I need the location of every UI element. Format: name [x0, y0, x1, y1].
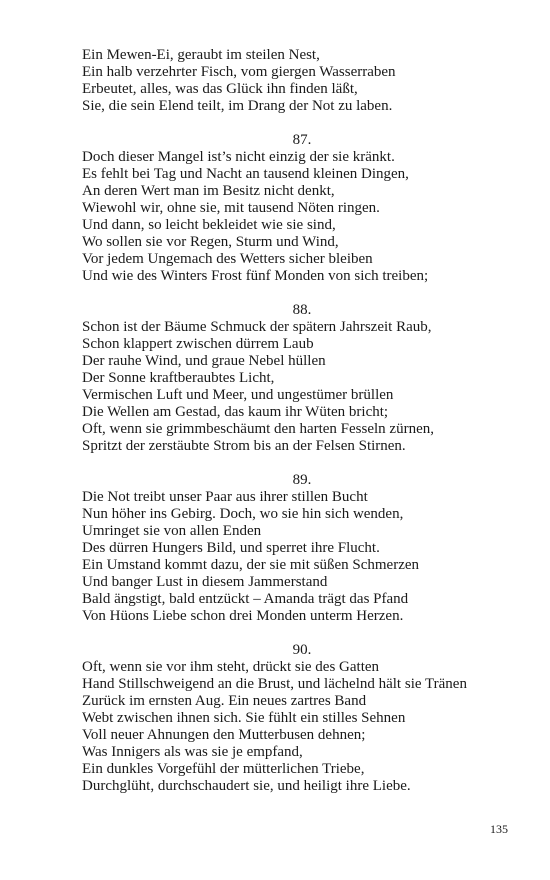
- verse-line: Zurück im ernsten Aug. Ein neues zartres Band: [82, 693, 367, 709]
- verse-line: Die Not treibt unser Paar aus ihrer stillen Bucht: [82, 489, 368, 505]
- stanza-number: 87.: [292, 132, 312, 148]
- stanza-88: [82, 302, 522, 455]
- verse-line: Ein dunkles Vorgefühl der mütterlichen Triebe,: [82, 761, 365, 777]
- verse-line: Erbeutet, alles, was das Glück ihn finden läßt,: [82, 81, 358, 97]
- stanza-86-continued: [82, 47, 522, 115]
- verse-line: Vor jedem Ungemach des Wetters sicher bleiben: [82, 251, 373, 267]
- verse-line: Vermischen Luft und Meer, und ungestümer brüllen: [82, 387, 394, 403]
- verse-line: Spritzt der zerstäubte Strom bis an der Felsen Stirnen.: [82, 438, 406, 454]
- verse-line: Und wie des Winters Frost fünf Monden von sich treiben;: [82, 268, 429, 284]
- verse-line: Die Wellen am Gestad, das kaum ihr Wüten bricht;: [82, 404, 389, 420]
- poem-text: [82, 47, 522, 795]
- verse-line: Oft, wenn sie vor ihm steht, drückt sie des Gatten: [82, 659, 380, 675]
- verse-line: Ein halb verzehrter Fisch, vom giergen Wasserraben: [82, 64, 396, 80]
- verse-line: Wo sollen sie vor Regen, Sturm und Wind,: [82, 234, 339, 250]
- verse-line: Oft, wenn sie grimmbeschäumt den harten Fesseln zürnen,: [82, 421, 434, 437]
- verse-line: Wiewohl wir, ohne sie, mit tausend Nöten ringen.: [82, 200, 380, 216]
- verse-line: Schon klappert zwischen dürrem Laub: [82, 336, 314, 352]
- verse-line: Von Hüons Liebe schon drei Monden unterm Herzen.: [82, 608, 404, 624]
- verse-line: An deren Wert man im Besitz nicht denkt,: [82, 183, 335, 199]
- verse-line: Umringet sie von allen Enden: [82, 523, 262, 539]
- verse-line: Was Innigers als was sie je empfand,: [82, 744, 303, 760]
- stanza-89: [82, 472, 522, 625]
- verse-line: Schon ist der Bäume Schmuck der spätern Jahrszeit Raub,: [82, 319, 432, 335]
- stanza-number: 88.: [292, 302, 312, 318]
- verse-line: Der Sonne kraftberaubtes Licht,: [82, 370, 275, 386]
- verse-line: Durchglüht, durchschaudert sie, und heiligt ihre Liebe.: [82, 778, 411, 794]
- verse-line: Voll neuer Ahnungen den Mutterbusen dehnen;: [82, 727, 366, 743]
- verse-line: Und dann, so leicht bekleidet wie sie sind,: [82, 217, 336, 233]
- verse-line: Es fehlt bei Tag und Nacht an tausend kleinen Dingen,: [82, 166, 409, 182]
- page-number: 135: [490, 822, 508, 836]
- stanza-87: [82, 132, 522, 285]
- stanza-90: [82, 642, 522, 795]
- stanza-number: 90.: [292, 642, 312, 658]
- verse-line: Bald ängstigt, bald entzückt – Amanda trägt das Pfand: [82, 591, 409, 607]
- stanza-number: 89.: [292, 472, 312, 488]
- verse-line: Der rauhe Wind, und graue Nebel hüllen: [82, 353, 326, 369]
- verse-line: Des dürren Hungers Bild, und sperret ihre Flucht.: [82, 540, 380, 556]
- verse-line: Sie, die sein Elend teilt, im Drang der Not zu laben.: [82, 98, 393, 114]
- verse-line: Doch dieser Mangel ist’s nicht einzig der sie kränkt.: [82, 149, 395, 165]
- verse-line: Nun höher ins Gebirg. Doch, wo sie hin sich wenden,: [82, 506, 404, 522]
- verse-line: Ein Umstand kommt dazu, der sie mit süßen Schmerzen: [82, 557, 420, 573]
- verse-line: Ein Mewen-Ei, geraubt im steilen Nest,: [82, 47, 320, 63]
- verse-line: Und banger Lust in diesem Jammerstand: [82, 574, 328, 590]
- verse-line: Webt zwischen ihnen sich. Sie fühlt ein stilles Sehnen: [82, 710, 406, 726]
- verse-line: Hand Stillschweigend an die Brust, und lächelnd hält sie Tränen: [82, 676, 467, 692]
